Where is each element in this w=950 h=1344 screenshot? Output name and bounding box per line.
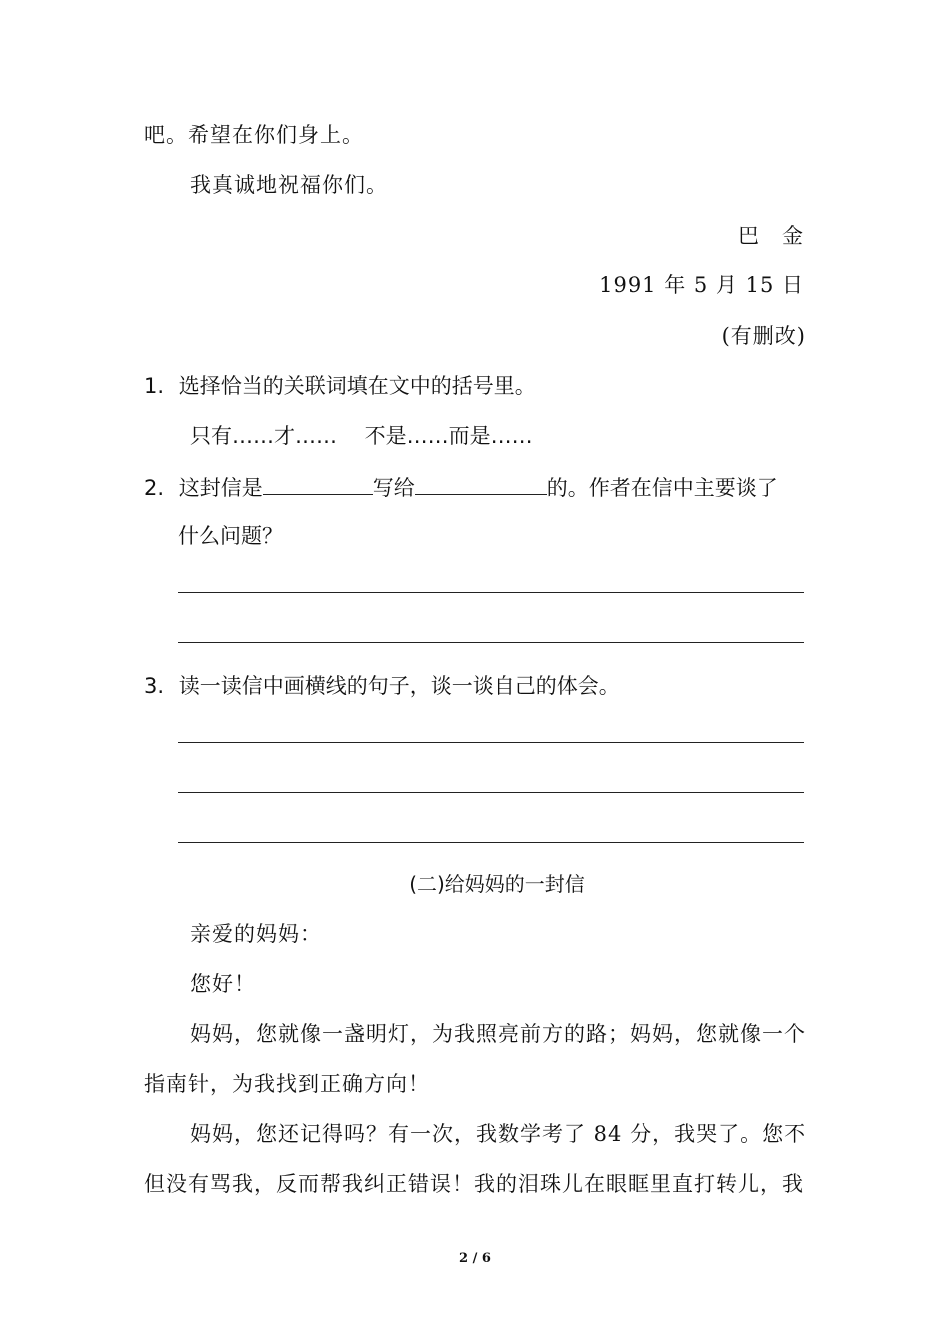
question-2-number: 2. xyxy=(144,476,165,500)
question-1-options: 只有……才…… 不是……而是…… xyxy=(190,424,533,448)
question-2-part1: 这封信是 xyxy=(178,476,263,500)
blank-recipient[interactable] xyxy=(415,472,547,495)
answer-line-q3-3[interactable] xyxy=(178,842,804,843)
question-1 xyxy=(144,372,536,400)
letter2-para2-line1: 妈妈，您还记得吗？有一次，我数学考了 84 分，我哭了。您不 xyxy=(190,1122,807,1146)
question-2 xyxy=(144,472,778,502)
letter1-date: 1991 年 5 月 15 日 xyxy=(599,273,804,297)
question-3-text: 读一读信中画横线的句子，谈一谈自己的体会。 xyxy=(178,674,620,698)
letter1-blessing: 我真诚地祝福你们。 xyxy=(190,173,388,197)
letter2-para1-line2: 指南针，为我找到正确方向！ xyxy=(144,1072,430,1096)
letter2-salutation: 亲爱的妈妈： xyxy=(190,922,322,946)
answer-line-q2-1[interactable] xyxy=(178,592,804,593)
letter1-signature: 巴 金 xyxy=(738,224,804,248)
question-1-text: 选择恰当的关联词填在文中的括号里。 xyxy=(178,374,536,398)
question-2-part2: 写给 xyxy=(372,476,415,500)
question-3 xyxy=(144,672,620,700)
question-3-number: 3. xyxy=(144,674,165,698)
question-1-number: 1. xyxy=(144,374,165,398)
letter1-line-end: 吧。希望在你们身上。 xyxy=(144,123,364,147)
page-number: 2 / 6 xyxy=(459,1251,491,1266)
question-2-continuation: 什么问题？ xyxy=(178,524,283,548)
letter2-para1-line1: 妈妈，您就像一盏明灯，为我照亮前方的路；妈妈，您就像一个 xyxy=(190,1022,806,1046)
letter1-note: (有删改) xyxy=(721,324,806,348)
question-2-part3: 的。作者在信中主要谈了 xyxy=(546,476,778,500)
answer-line-q3-2[interactable] xyxy=(178,792,804,793)
letter2-greeting: 您好！ xyxy=(190,972,256,996)
letter2-para2-line2: 但没有骂我，反而帮我纠正错误！我的泪珠儿在眼眶里直打转儿，我 xyxy=(144,1172,804,1196)
answer-line-q3-1[interactable] xyxy=(178,742,804,743)
section-title: (二)给妈妈的一封信 xyxy=(409,872,585,896)
blank-writer[interactable] xyxy=(263,472,373,495)
answer-line-q2-2[interactable] xyxy=(178,642,804,643)
